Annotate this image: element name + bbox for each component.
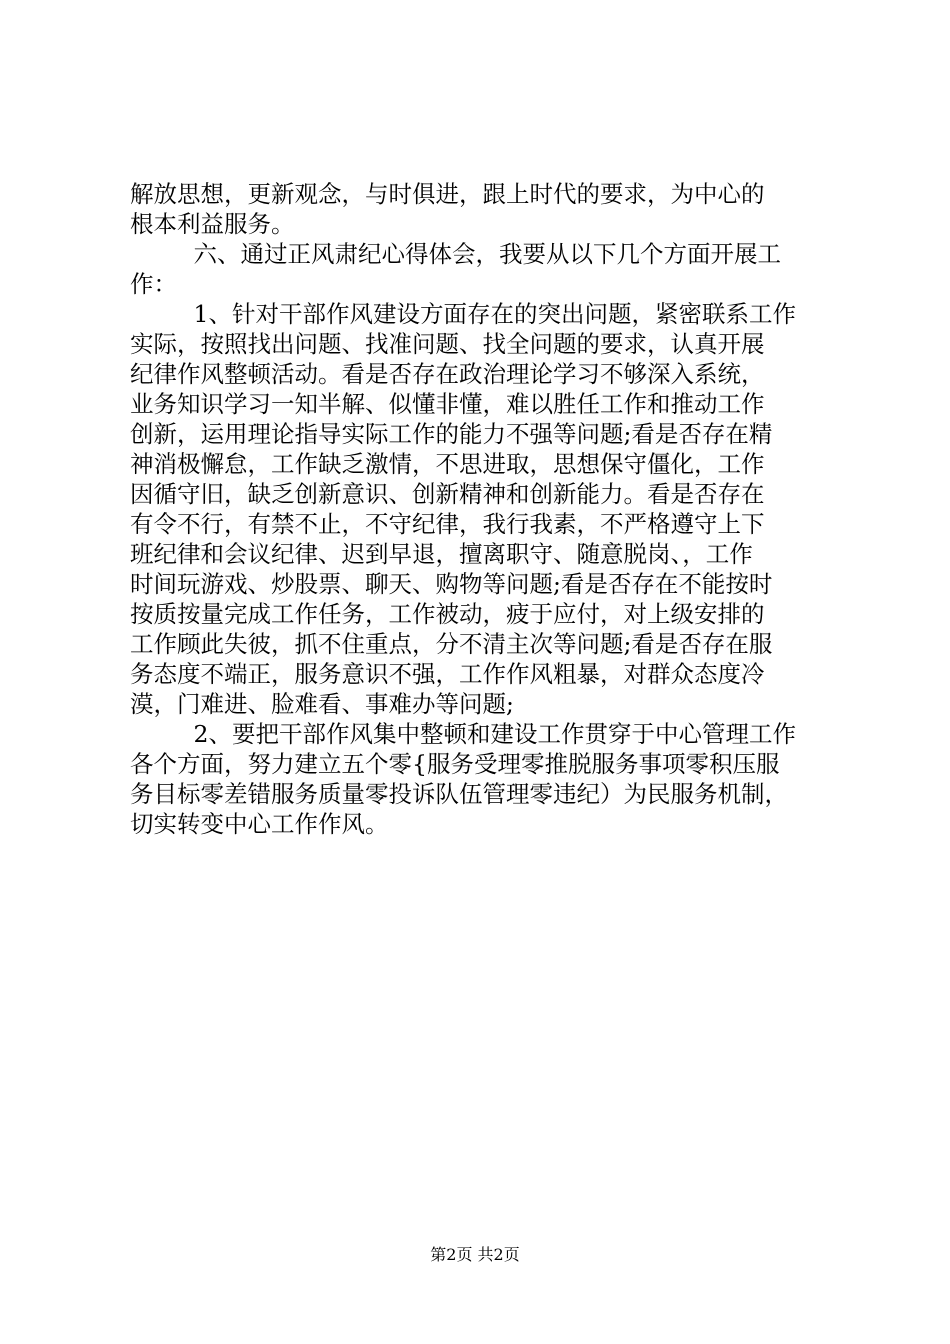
text-line: 神消极懈怠，工作缺乏激情，不思进取，思想保守僵化，工作 xyxy=(130,450,765,478)
text-line: 作： xyxy=(130,270,177,298)
text-line: 创新，运用理论指导实际工作的能力不强等问题;看是否存在精 xyxy=(130,420,773,448)
text-line: 六、通过正风肃纪心得体会，我要从以下几个方面开展工 xyxy=(170,240,781,268)
text-line: 解放思想，更新观念，与时俱进，跟上时代的要求，为中心的 xyxy=(130,180,765,208)
text-line: 务态度不端正，服务意识不强，工作作风粗暴，对群众态度冷 xyxy=(130,660,765,688)
text-line: 切实转变中心工作作风。 xyxy=(130,810,389,838)
text-line: 按质按量完成工作任务，工作被动，疲于应付，对上级安排的 xyxy=(130,600,765,628)
text-line: 班纪律和会议纪律、迟到早退，擅离职守、随意脱岗、，工作 xyxy=(130,540,753,568)
text-line: 实际，按照找出问题、找准问题、找全问题的要求，认真开展 xyxy=(130,330,765,358)
text-line: 2、要把干部作风集中整顿和建设工作贯穿于中心管理工作 xyxy=(170,720,796,748)
text-line: 业务知识学习一知半解、似懂非懂，难以胜任工作和推动工作 xyxy=(130,390,765,418)
text-line: 纪律作风整顿活动。看是否存在政治理论学习不够深入系统， xyxy=(130,360,765,388)
text-line: 漠，门难进、脸难看、事难办等问题; xyxy=(130,690,514,718)
text-line: 1、针对干部作风建设方面存在的突出问题，紧密联系工作 xyxy=(170,300,796,328)
text-line: 各个方面，努力建立五个零{服务受理零推脱服务事项零积压服 xyxy=(130,750,780,778)
text-line: 因循守旧，缺乏创新意识、创新精神和创新能力。看是否存在 xyxy=(130,480,765,508)
text-line: 务目标零差错服务质量零投诉队伍管理零违纪）为民服务机制， xyxy=(130,780,788,808)
text-line: 根本利益服务。 xyxy=(130,210,295,238)
text-line: 时间玩游戏、炒股票、聊天、购物等问题;看是否存在不能按时 xyxy=(130,570,773,598)
text-line: 工作顾此失彼，抓不住重点，分不清主次等问题;看是否存在服 xyxy=(130,630,773,658)
text-line: 有令不行，有禁不止，不守纪律，我行我素，不严格遵守上下 xyxy=(130,510,765,538)
page-footer: 第2页 共2页 xyxy=(430,1245,520,1264)
